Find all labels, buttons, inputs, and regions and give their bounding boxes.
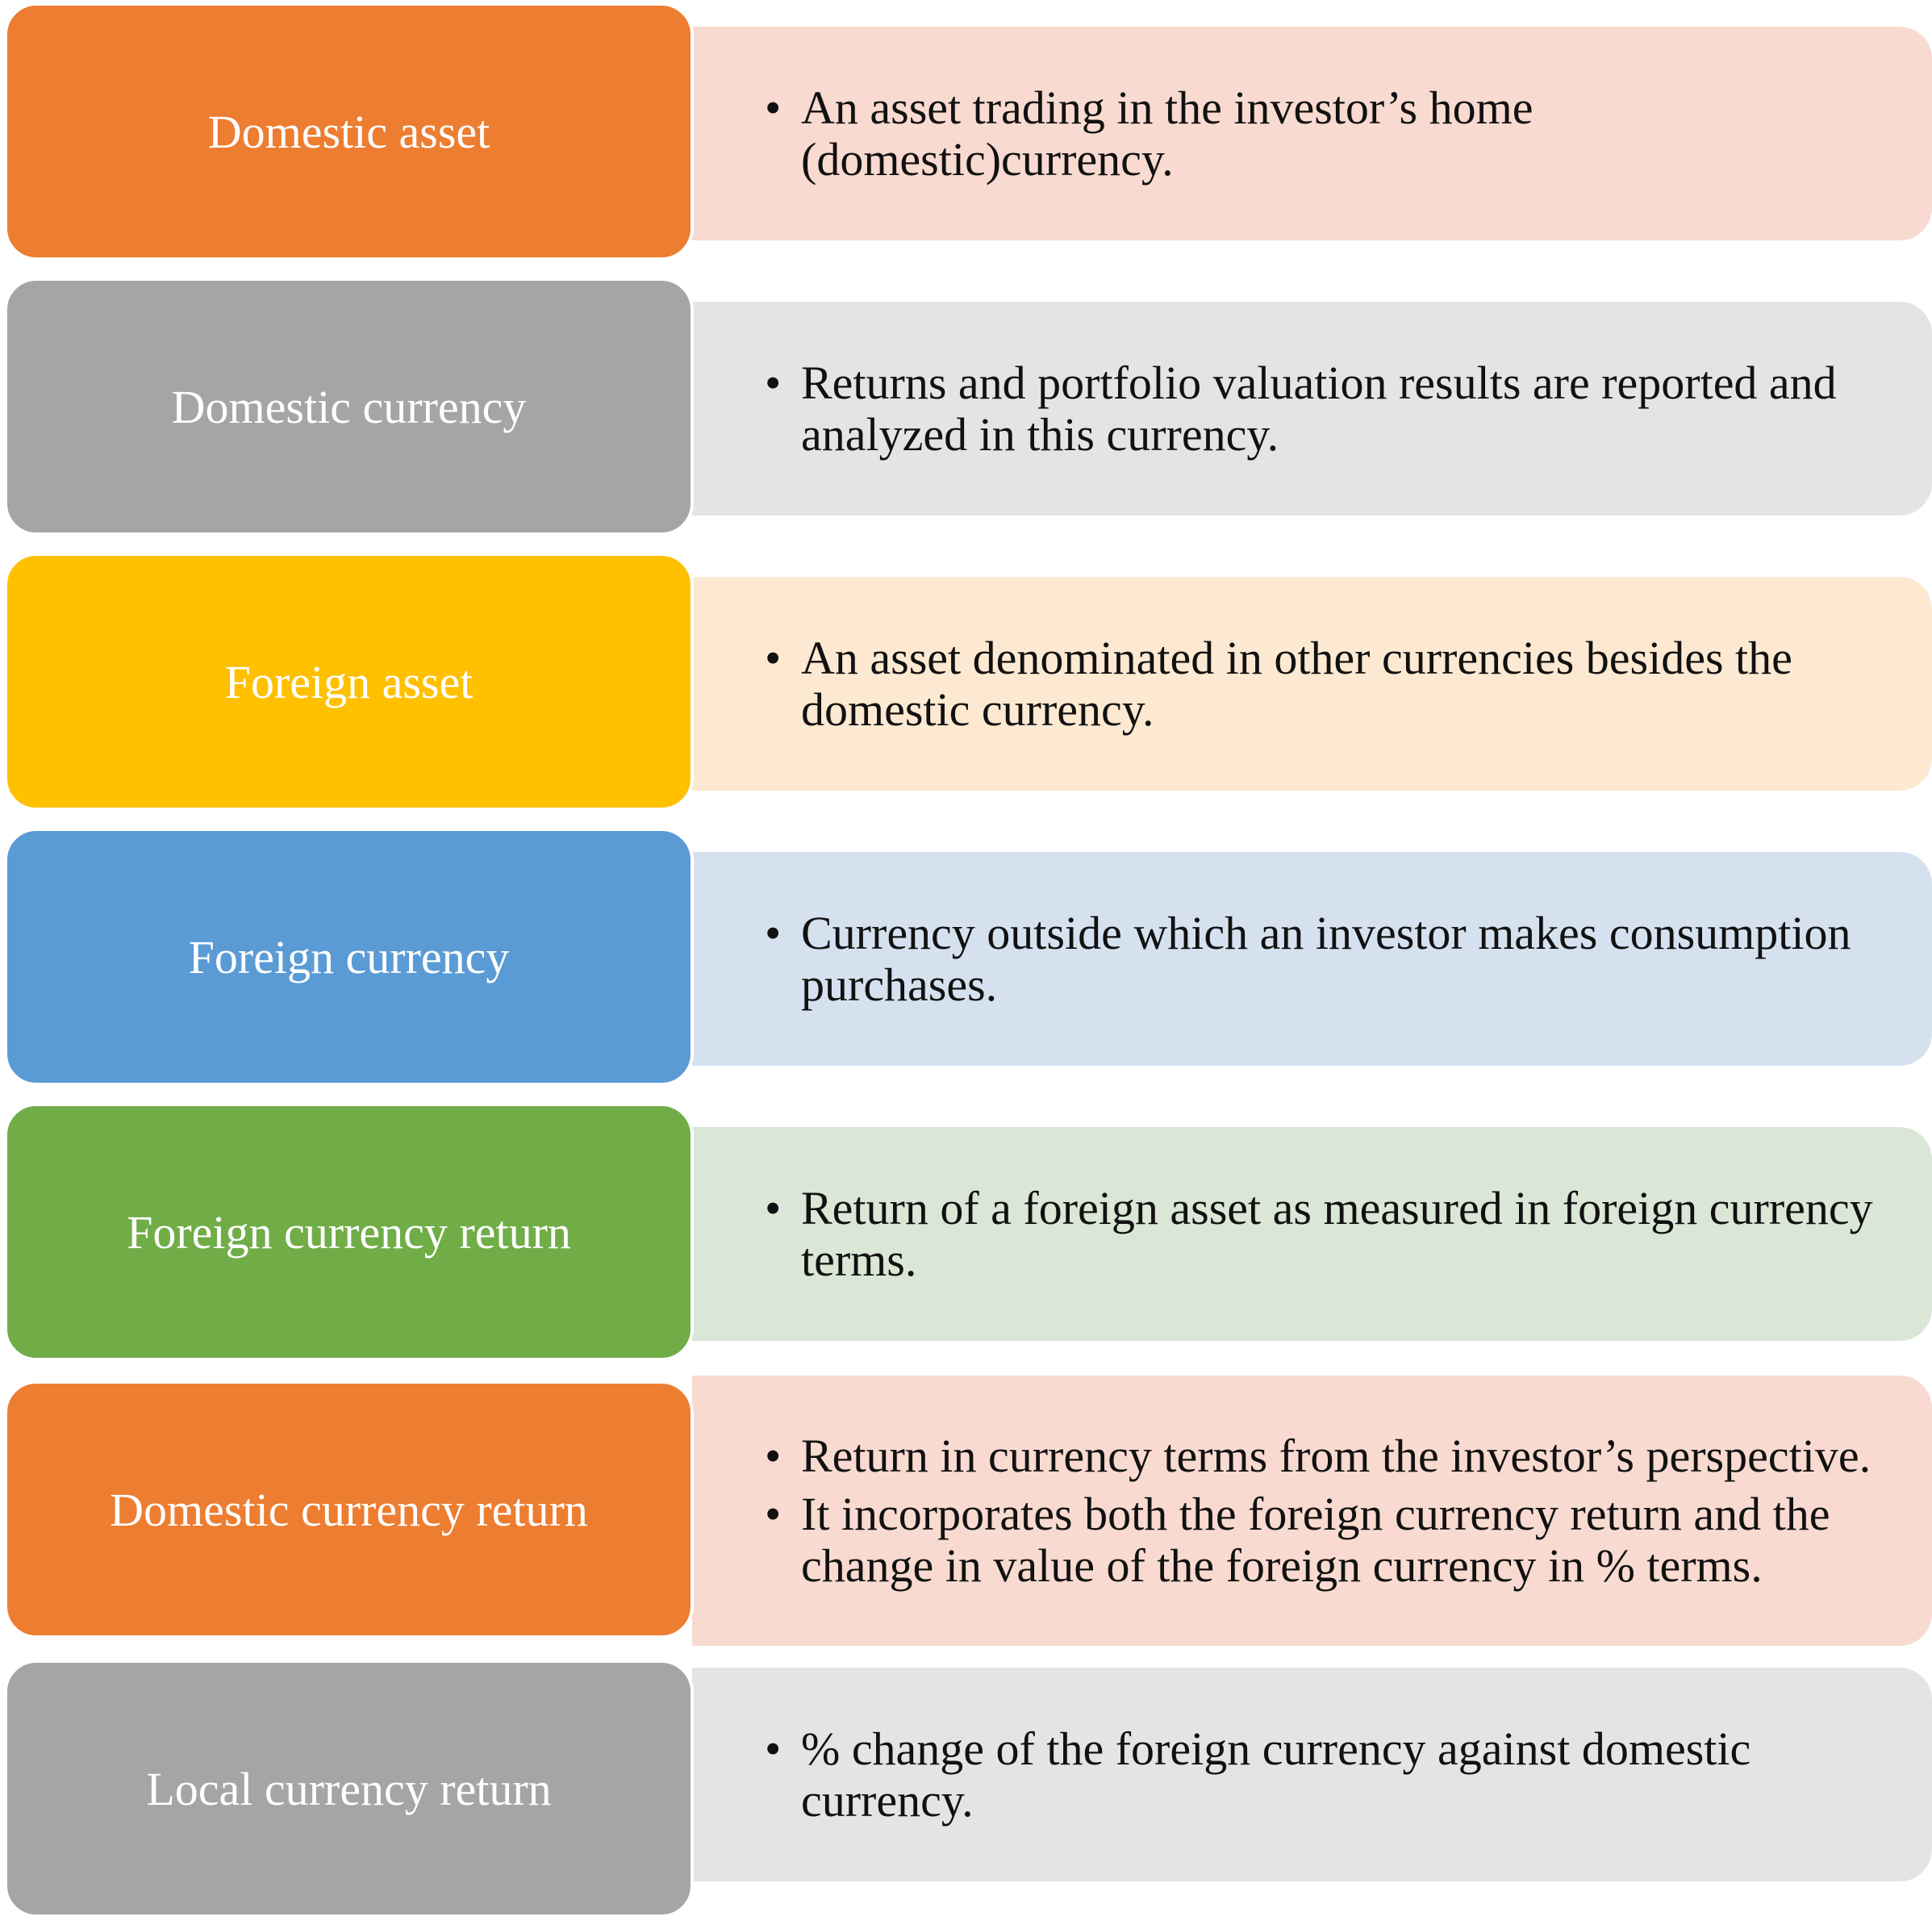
bullet-icon: • xyxy=(765,81,782,134)
bullet-list xyxy=(765,357,1884,461)
bullet-text: Returns and portfolio valuation results are reported and analyzed in this currency. xyxy=(801,356,1837,461)
bullet-text: % change of the foreign currency against domestic currency. xyxy=(801,1722,1751,1827)
description-box xyxy=(692,1668,1932,1881)
term-label: Domestic currency return xyxy=(110,1483,588,1536)
bullet-icon: • xyxy=(765,1429,782,1482)
bullet-item xyxy=(765,1183,1884,1286)
bullet-list xyxy=(765,1723,1884,1827)
bullet-list xyxy=(765,908,1884,1011)
bullet-item xyxy=(765,1489,1884,1592)
bullet-list xyxy=(765,82,1884,186)
bullet-list xyxy=(765,1183,1884,1286)
term-box xyxy=(4,278,694,536)
bullet-item xyxy=(765,1723,1884,1827)
bullet-icon: • xyxy=(765,631,782,684)
description-box xyxy=(692,27,1932,240)
bullet-text: Return of a foreign asset as measured in foreign currency terms. xyxy=(801,1181,1873,1286)
bullet-text: An asset trading in the investor’s home (domestic)currency. xyxy=(801,81,1533,186)
term-box xyxy=(4,1380,694,1639)
description-box xyxy=(692,1127,1932,1341)
bullet-icon: • xyxy=(765,356,782,409)
bullet-icon: • xyxy=(765,1181,782,1234)
bullet-item xyxy=(765,633,1884,736)
term-box xyxy=(4,1660,694,1918)
bullet-item xyxy=(765,1430,1884,1482)
bullet-item xyxy=(765,908,1884,1011)
term-box xyxy=(4,828,694,1086)
description-box xyxy=(692,1376,1932,1646)
bullet-text: Return in currency terms from the investor’s perspective. xyxy=(801,1429,1871,1482)
description-box xyxy=(692,852,1932,1066)
term-label: Foreign currency return xyxy=(127,1205,571,1259)
term-label: Foreign asset xyxy=(224,655,474,708)
bullet-text: It incorporates both the foreign currency return and the change in value of the foreign currency in % terms. xyxy=(801,1487,1830,1592)
bullet-item xyxy=(765,357,1884,461)
bullet-list xyxy=(765,633,1884,736)
bullet-icon: • xyxy=(765,1487,782,1540)
bullet-text: Currency outside which an investor makes consumption purchases. xyxy=(801,906,1851,1011)
bullet-text: An asset denominated in other currencies besides the domestic currency. xyxy=(801,631,1792,736)
bullet-icon: • xyxy=(765,906,782,959)
term-box xyxy=(4,553,694,811)
description-box xyxy=(692,302,1932,516)
term-box xyxy=(4,1103,694,1361)
term-label: Local currency return xyxy=(146,1762,552,1815)
bullet-icon: • xyxy=(765,1722,782,1775)
bullet-item xyxy=(765,82,1884,186)
term-box xyxy=(4,2,694,261)
bullet-list xyxy=(765,1430,1884,1592)
description-box xyxy=(692,577,1932,791)
term-label: Domestic asset xyxy=(207,105,490,158)
term-label: Domestic currency xyxy=(171,380,527,433)
term-label: Foreign currency xyxy=(188,930,510,983)
